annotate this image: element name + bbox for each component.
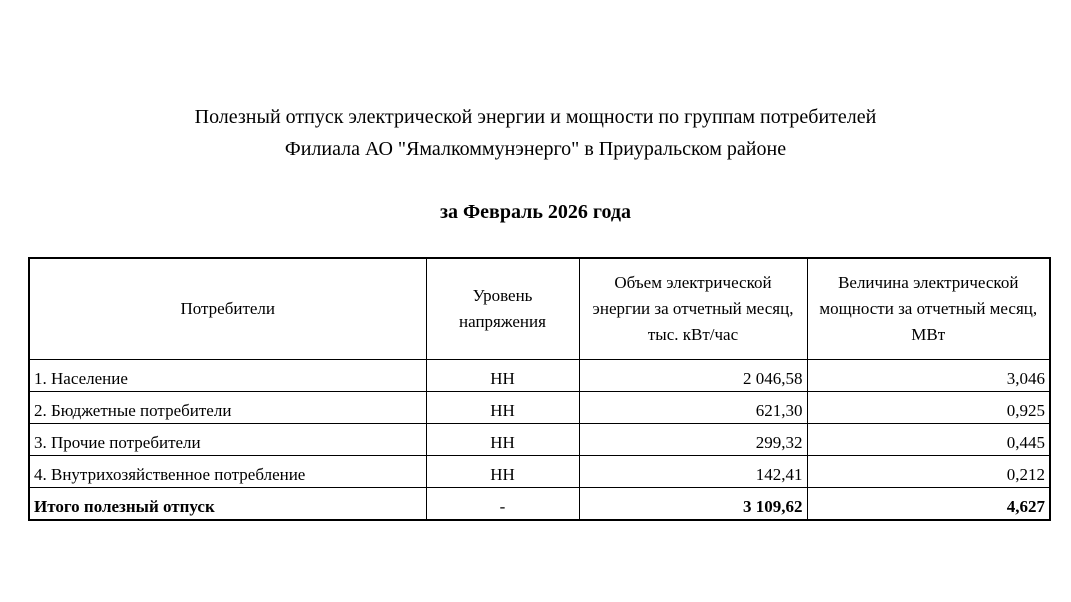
power-cell: 0,212 <box>807 456 1050 488</box>
column-header-voltage-level: Уровень напряжения <box>426 258 579 360</box>
consumer-cell: 1. Население <box>29 360 426 392</box>
total-label-cell: Итого полезный отпуск <box>29 488 426 521</box>
consumer-cell: 2. Бюджетные потребители <box>29 392 426 424</box>
table-row <box>29 360 1050 392</box>
total-power-cell: 4,627 <box>807 488 1050 521</box>
energy-cell: 621,30 <box>579 392 807 424</box>
power-cell: 0,925 <box>807 392 1050 424</box>
column-header-energy-volume: Объем электрической энергии за отчетный месяц, тыс. кВт/час <box>579 258 807 360</box>
voltage-cell: НН <box>426 456 579 488</box>
table-row <box>29 456 1050 488</box>
voltage-cell: НН <box>426 360 579 392</box>
energy-supply-table <box>28 257 1051 521</box>
total-energy-cell: 3 109,62 <box>579 488 807 521</box>
power-cell: 0,445 <box>807 424 1050 456</box>
consumer-cell: 3. Прочие потребители <box>29 424 426 456</box>
energy-cell: 142,41 <box>579 456 807 488</box>
document-title-line-2: Филиала АО "Ямалкоммунэнерго" в Приуральском районе <box>284 138 787 160</box>
column-header-power-value: Величина электрической мощности за отчетный месяц, МВт <box>807 258 1050 360</box>
consumer-cell: 4. Внутрихозяйственное потребление <box>29 456 426 488</box>
voltage-cell: НН <box>426 424 579 456</box>
energy-cell: 2 046,58 <box>579 360 807 392</box>
table-header-row <box>29 258 1050 360</box>
table-total-row <box>29 488 1050 521</box>
table-row <box>29 392 1050 424</box>
total-voltage-cell: - <box>426 488 579 521</box>
table-row <box>29 424 1050 456</box>
energy-cell: 299,32 <box>579 424 807 456</box>
document-title-line-1: Полезный отпуск электрической энергии и мощности по группам потребителей <box>194 106 877 128</box>
column-header-consumers: Потребители <box>29 258 426 360</box>
power-cell: 3,046 <box>807 360 1050 392</box>
report-period: за Февраль 2026 года <box>439 201 632 223</box>
voltage-cell: НН <box>426 392 579 424</box>
